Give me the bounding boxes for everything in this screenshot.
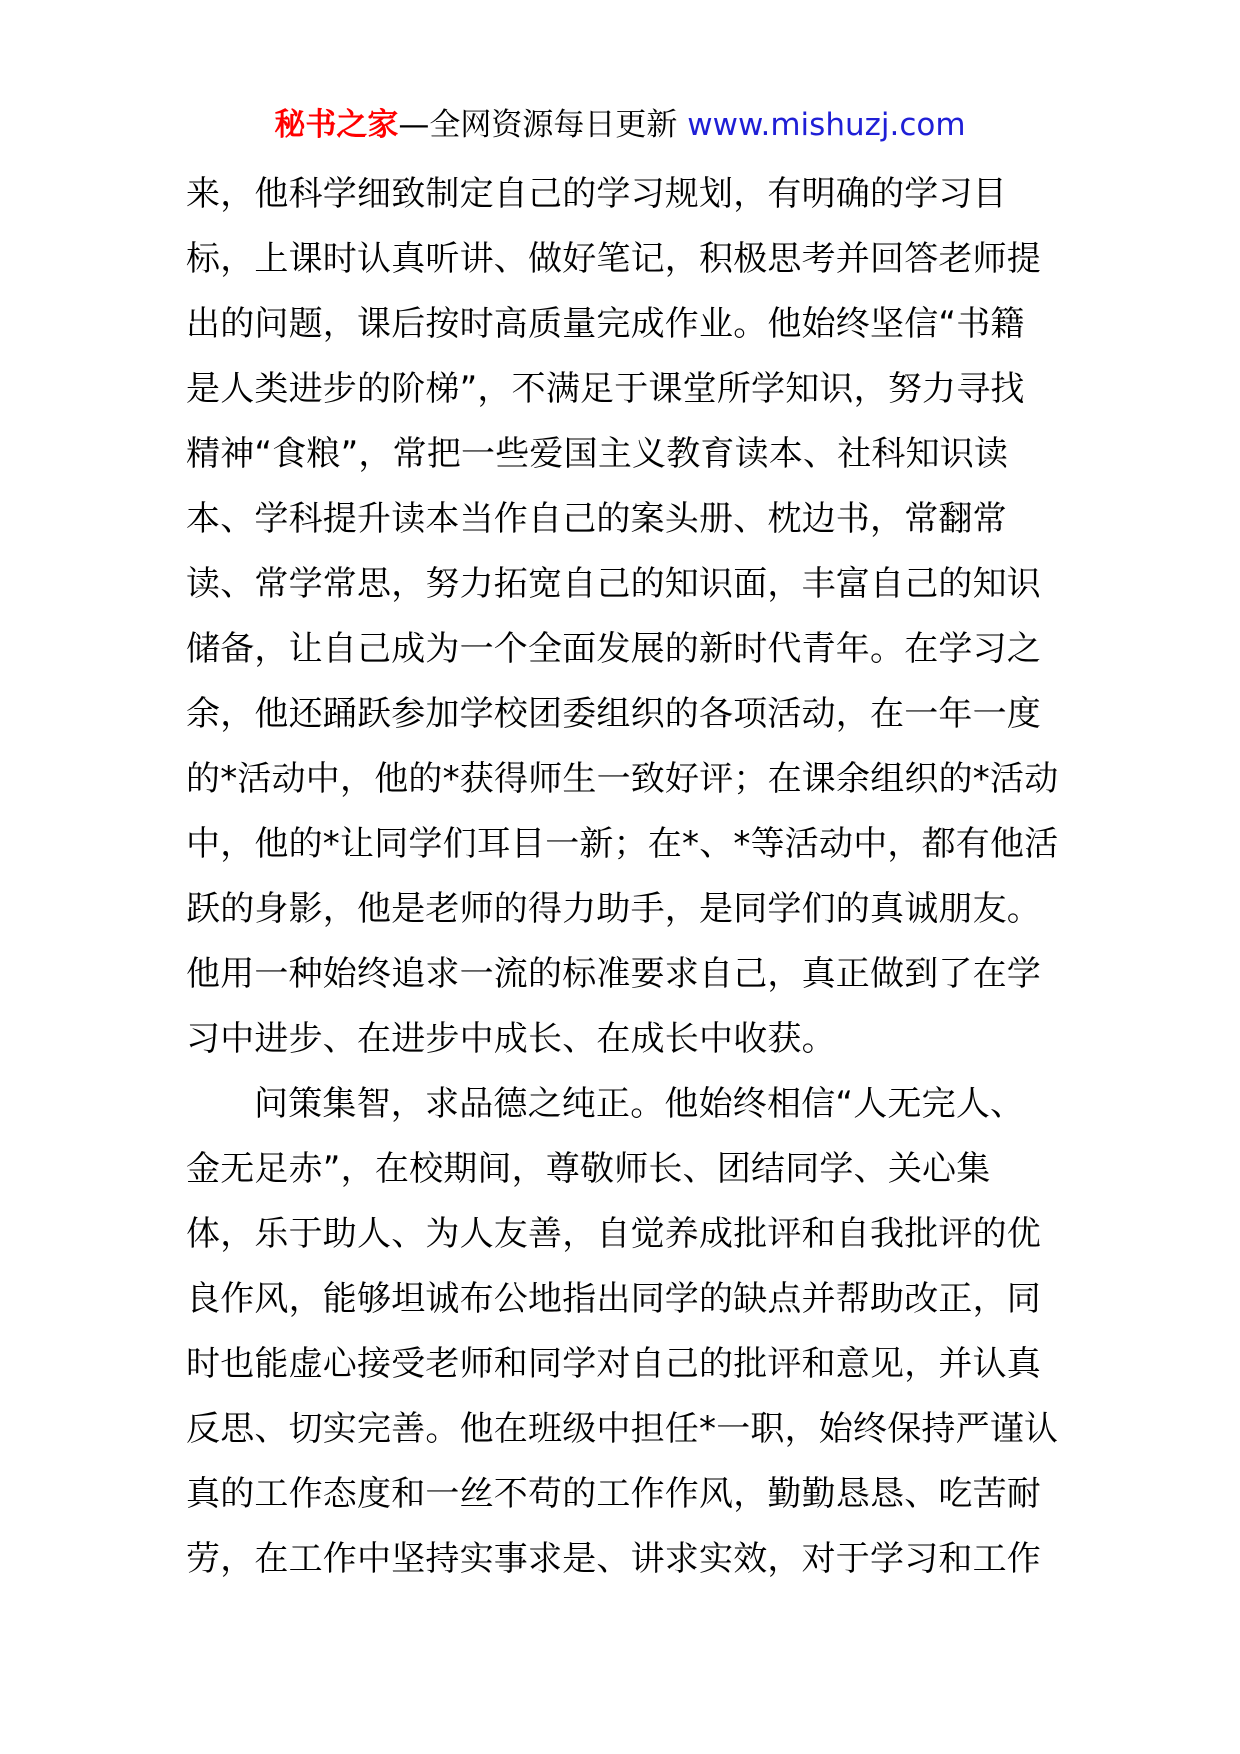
- text-line: 中，他的*让同学们耳目一新；在*、*等活动中，都有他活: [186, 824, 1059, 864]
- text-line: 他用一种始终追求一流的标准要求自己，真正做到了在学: [186, 954, 1041, 994]
- text-line: 标，上课时认真听讲、做好笔记，积极思考并回答老师提: [186, 239, 1041, 279]
- text-line: 良作风，能够坦诚布公地指出同学的缺点并帮助改正，同: [186, 1279, 1041, 1319]
- header-brand: 秘书之家: [274, 107, 399, 143]
- text-line: 跃的身影，他是老师的得力助手，是同学们的真诚朋友。: [186, 889, 1041, 929]
- text-line: 金无足赤”，在校期间，尊敬师长、团结同学、关心集: [186, 1149, 991, 1189]
- text-line: 余，他还踊跃参加学校团委组织的各项活动，在一年一度: [186, 694, 1041, 734]
- text-line: 储备，让自己成为一个全面发展的新时代青年。在学习之: [186, 629, 1041, 669]
- text-line: 出的问题，课后按时高质量完成作业。他始终坚信“书籍: [186, 304, 1025, 344]
- text-line: 习中进步、在进步中成长、在成长中收获。: [186, 1019, 836, 1059]
- document-body: [186, 162, 1066, 1592]
- text-line: 体，乐于助人、为人友善，自觉养成批评和自我批评的优: [186, 1214, 1041, 1254]
- text-line: 的*活动中，他的*获得师生一致好评；在课余组织的*活动: [186, 759, 1059, 799]
- paragraph-first-line: 问策集智，求品德之纯正。他始终相信“人无完人、: [254, 1084, 1025, 1124]
- text-line: 劳，在工作中坚持实事求是、讲求实效，对于学习和工作: [186, 1539, 1041, 1579]
- header-slogan: —全网资源每日更新: [398, 107, 678, 143]
- text-line: 本、学科提升读本当作自己的案头册、枕边书，常翻常: [186, 499, 1007, 539]
- text-line: 时也能虚心接受老师和同学对自己的批评和意见，并认真: [186, 1344, 1041, 1384]
- text-line: 反思、切实完善。他在班级中担任*一职，始终保持严谨认: [186, 1409, 1059, 1449]
- text-line: 精神“食粮”，常把一些爱国主义教育读本、社科知识读: [186, 434, 1009, 474]
- text-line: 读、常学常思，努力拓宽自己的知识面，丰富自己的知识: [186, 564, 1041, 604]
- text-line: 真的工作态度和一丝不苟的工作作风，勤勤恳恳、吃苦耐: [186, 1474, 1041, 1514]
- header-url-link[interactable]: www.mishuzj.com: [687, 107, 966, 143]
- text-line: 来，他科学细致制定自己的学习规划，有明确的学习目: [186, 174, 1007, 214]
- page-header: [0, 100, 1240, 150]
- text-line: 是人类进步的阶梯”，不满足于课堂所学知识，努力寻找: [186, 369, 1025, 409]
